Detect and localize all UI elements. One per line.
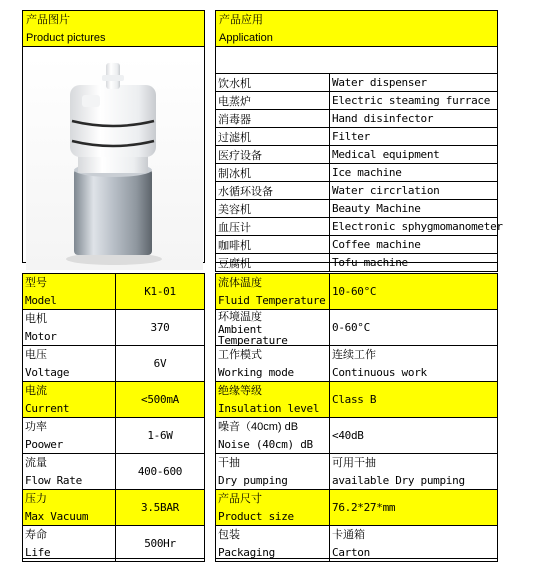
spec-row [216, 454, 498, 490]
spec-value [330, 346, 498, 382]
spec-value [330, 382, 498, 418]
spec-value [116, 310, 205, 346]
application-row [216, 164, 498, 182]
spec-value-text: 500Hr [144, 537, 176, 550]
spec-label [23, 382, 116, 418]
spec-label [216, 382, 330, 418]
application-cn: 血压计 [216, 218, 330, 236]
spec-row [23, 490, 205, 526]
application-cn: 医疗设备 [216, 146, 330, 164]
application-cn: 咖啡机 [216, 236, 330, 254]
spec-label-cn: 压力 [25, 492, 47, 505]
spec-row [216, 490, 498, 526]
spec-label-cn: 绝缘等级 [218, 384, 262, 397]
spec-label [216, 310, 330, 346]
specs-right-panel [215, 273, 498, 559]
spec-label-en: Insulation level [218, 401, 320, 415]
application-cn: 制冰机 [216, 164, 330, 182]
application-title-cn: 产品应用 [219, 14, 263, 26]
spec-row [23, 346, 205, 382]
application-row [216, 92, 498, 110]
spec-label-cn: 电机 [25, 312, 47, 325]
application-cn: 过滤机 [216, 128, 330, 146]
spec-label-cn: 型号 [25, 276, 47, 289]
spec-label [216, 274, 330, 310]
application-cn: 美容机 [216, 200, 330, 218]
spec-value [116, 346, 205, 382]
application-header [216, 11, 497, 47]
application-en: Hand disinfector [330, 110, 498, 128]
spec-label [216, 418, 330, 454]
spec-value-text: <40dB [332, 429, 364, 442]
spec-value-text: 10-60°C [332, 285, 377, 298]
spec-value-en: Continuous work [332, 365, 427, 379]
pump-image [26, 57, 203, 270]
spec-label-cn: 寿命 [25, 528, 47, 541]
spec-row [23, 526, 205, 562]
spec-value-text: 0-60°C [332, 321, 370, 334]
specs-right-table [215, 273, 498, 562]
specs-left-table [22, 273, 205, 562]
spec-label-en: Voltage [25, 365, 70, 379]
spec-value [330, 454, 498, 490]
application-row [216, 182, 498, 200]
spec-row [216, 310, 498, 346]
spec-value [116, 454, 205, 490]
application-cn: 电蒸炉 [216, 92, 330, 110]
spec-value [116, 526, 205, 562]
spec-row [23, 274, 205, 310]
application-en: Ice machine [330, 164, 498, 182]
spec-label-en: Poower [25, 437, 63, 451]
application-row [216, 146, 498, 164]
application-table [215, 73, 503, 272]
spec-label [23, 490, 116, 526]
application-en: Medical equipment [330, 146, 498, 164]
application-cn: 消毒器 [216, 110, 330, 128]
spec-label-en: Ambient [218, 322, 263, 336]
spec-row [216, 382, 498, 418]
spec-label-en: Product size [218, 509, 294, 523]
spec-label-en: Noise (40cm) dB [218, 437, 313, 451]
spec-label [216, 490, 330, 526]
spec-label-en: Max Vacuum [25, 509, 89, 523]
spec-label [23, 526, 116, 562]
spec-value-en: Carton [332, 545, 370, 559]
application-cn: 饮水机 [216, 74, 330, 92]
spec-row [23, 382, 205, 418]
application-row [216, 200, 498, 218]
spec-label [23, 454, 116, 490]
spec-value [330, 526, 498, 562]
application-cn: 水循环设备 [216, 182, 330, 200]
application-en: Filter [330, 128, 498, 146]
spec-label-cn: 电流 [25, 384, 47, 397]
application-en: Coffee machine [330, 236, 498, 254]
spec-value-text: <500mA [141, 393, 179, 406]
application-row [216, 110, 498, 128]
product-pictures-title-en: Product pictures [26, 32, 106, 44]
spec-value-text: K1-01 [144, 285, 176, 298]
spec-value-cn: 连续工作 [332, 348, 376, 361]
spec-value [330, 490, 498, 526]
spec-row [216, 418, 498, 454]
spec-label-cn: 流体温度 [218, 276, 262, 289]
spec-label-en: Current [25, 401, 70, 415]
application-panel [215, 10, 503, 270]
spec-value-text: 3.5BAR [141, 501, 179, 514]
spec-label [23, 274, 116, 310]
application-en: Beauty Machine [330, 200, 498, 218]
spec-value [330, 274, 498, 310]
spec-value [116, 418, 205, 454]
application-row [216, 74, 498, 92]
spec-label-cn: 包装 [218, 528, 240, 541]
spec-label-cn: 功率 [25, 420, 47, 433]
spec-value-text: 6V [153, 357, 167, 370]
application-en: Electric steaming furrace [330, 92, 498, 110]
spec-label-cn: 流量 [25, 456, 47, 469]
application-en: Electronic sphygmomanometer [330, 218, 498, 236]
spec-row [23, 454, 205, 490]
application-row [216, 236, 498, 254]
application-row [216, 128, 498, 146]
spec-value [116, 274, 205, 310]
spec-label-en: Motor [25, 329, 57, 343]
spec-label-cn: 产品尺寸 [218, 492, 262, 505]
spec-label [23, 346, 116, 382]
spec-label [23, 310, 116, 346]
spec-value-en: available Dry pumping [332, 473, 465, 487]
spec-label [216, 454, 330, 490]
product-pictures-title-cn: 产品图片 [26, 14, 70, 26]
application-cn: 豆腐机 [216, 254, 330, 272]
product-photo [26, 57, 203, 270]
specs-left-panel [22, 273, 205, 559]
spec-value [330, 310, 498, 346]
spec-label-en: Flow Rate [25, 473, 82, 487]
spec-label-cn: 干抽 [218, 456, 240, 469]
spec-label-en: Working mode [218, 365, 294, 379]
product-pictures-header [23, 11, 204, 47]
spec-row [23, 418, 205, 454]
spec-value-text: 1-6W [147, 429, 173, 442]
spec-label [23, 418, 116, 454]
spec-label-en: Model [25, 293, 57, 307]
spec-value-text: Class B [332, 393, 377, 406]
spec-label-en: Packaging [218, 545, 275, 559]
spec-value [116, 382, 205, 418]
spec-label-en: Dry pumping [218, 473, 288, 487]
spec-label-en: Fluid Temperature [218, 293, 326, 307]
spec-label-cn: 环境温度 [218, 310, 262, 323]
spec-label [216, 526, 330, 562]
spec-label-cn: 噪音（40cm) dB [218, 420, 299, 433]
application-row [216, 254, 498, 272]
spec-value [330, 418, 498, 454]
spec-label-en: Life [25, 545, 51, 559]
spec-value-text: 76.2*27*mm [332, 501, 396, 514]
product-pictures-panel [22, 10, 205, 263]
spec-label-cn: 工作模式 [218, 348, 262, 361]
spec-label [216, 346, 330, 382]
spec-value-cn: 可用干抽 [332, 456, 376, 469]
application-en: Water dispenser [330, 74, 498, 92]
spec-value-text: 400-600 [137, 465, 183, 478]
spec-row [216, 274, 498, 310]
application-en: Tofu machine [330, 254, 498, 272]
spec-row [216, 526, 498, 562]
spec-row [23, 310, 205, 346]
application-row [216, 218, 498, 236]
spec-value-cn: 卡通箱 [332, 528, 365, 541]
spec-label-en-2: Temperature [218, 333, 288, 347]
application-title-en: Application [219, 32, 273, 44]
spec-value-text: 370 [150, 321, 170, 334]
spec-label-cn: 电压 [25, 348, 47, 361]
spec-row [216, 346, 498, 382]
application-en: Water circrlation [330, 182, 498, 200]
spec-value [116, 490, 205, 526]
